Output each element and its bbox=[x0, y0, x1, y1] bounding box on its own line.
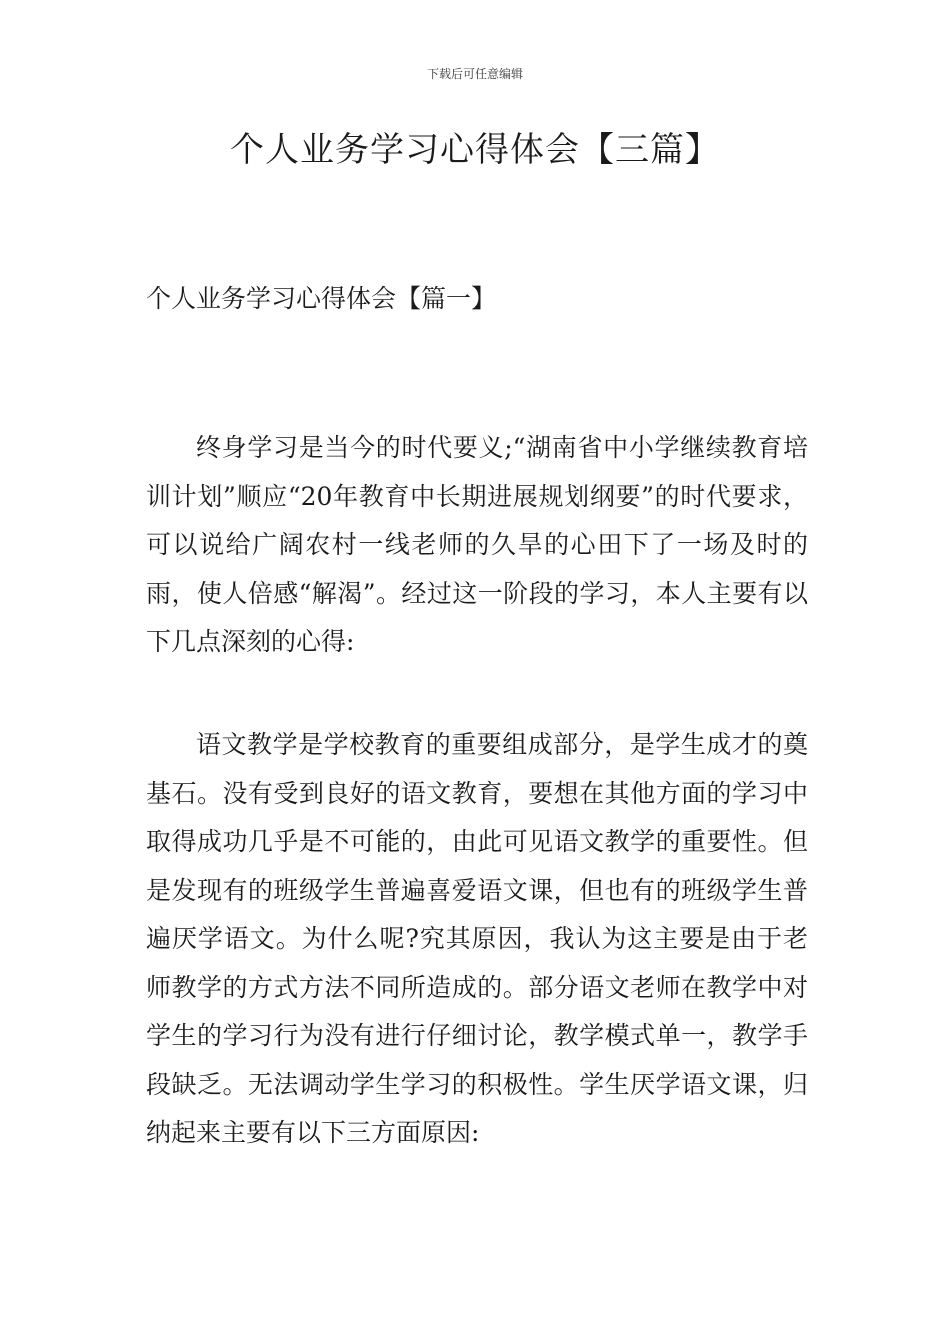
body-paragraph: 语文教学是学校教育的重要组成部分，是学生成才的奠基石。没有受到良好的语文教育，要想在其他方面的学习中取得成功几乎是不可能的，由此可见语文教学的重要性。但是发现有的班级学生普遍喜爱语文课，但也有的班级学生普遍厌学语文。为什么呢?究其原因，我认为这主要是由于老师教学的方式方法不同所造成的。部分语文老师在教学中对学生的学习行为没有进行仔细讨论，教学模式单一，教学手段缺乏。无法调动学生学习的积极性。学生厌学语文课，归纳起来主要有以下三方面原因: bbox=[146, 730, 808, 1147]
header-note: 下载后可任意编辑 bbox=[426, 67, 523, 81]
section-heading: 个人业务学习心得体会【篇一】 bbox=[146, 284, 497, 313]
body-paragraph: 终身学习是当今的时代要义;“湖南省中小学继续教育培训计划”顺应“20年教育中长期进展规划纲要”的时代要求，可以说给广阔农村一线老师的久旱的心田下了一场及时的雨，使人倍感“解渴”。经过这一阶段的学习，本人主要有以下几点深刻的心得: bbox=[146, 433, 808, 656]
document-title: 个人业务学习心得体会【三篇】 bbox=[230, 130, 720, 170]
